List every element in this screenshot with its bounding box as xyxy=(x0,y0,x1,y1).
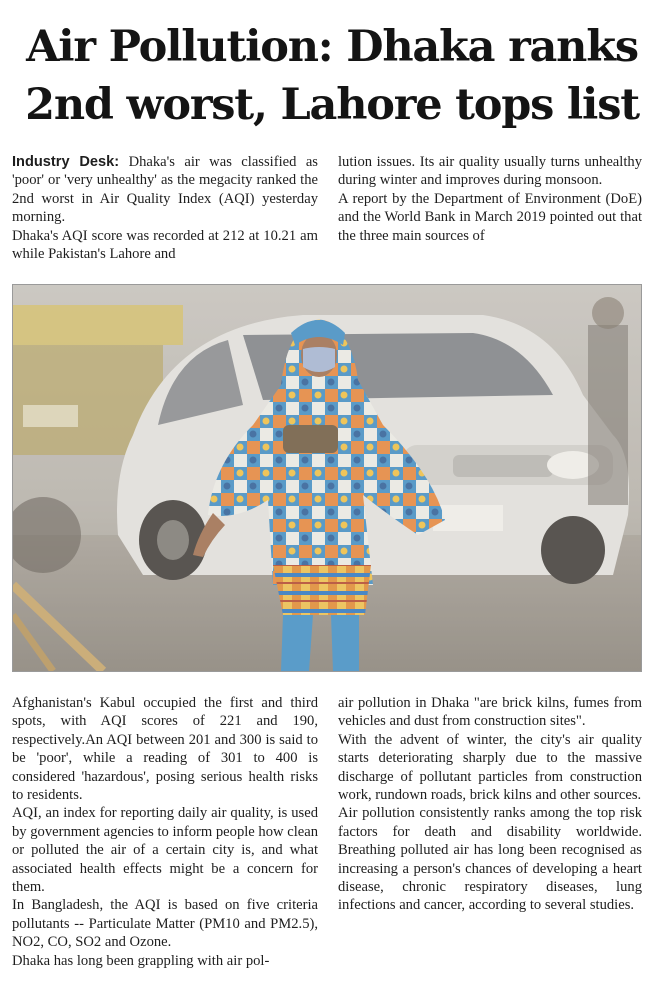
photo-illustration xyxy=(13,285,641,671)
paragraph: Afghanistan's Kabul occupied the first and third spots, with AQI scores of 221 and 190, respectively.An AQI between 201 and 300 is said to be 'poor', while a reading of 301 to 400 is considered 'hazardous', posing serious health risks to residents. xyxy=(12,695,318,804)
headline xyxy=(10,18,654,134)
headline-line-2: 2nd worst, Lahore tops list xyxy=(25,80,639,130)
paragraph: Dhaka's AQI score was recorded at 212 at 10.21 am while Pakistan's Lahore and xyxy=(12,227,318,263)
paragraph xyxy=(12,153,318,227)
byline: Industry Desk: xyxy=(12,154,120,170)
column-4 xyxy=(338,694,642,915)
column-3 xyxy=(12,694,318,970)
paragraph: air pollution in Dhaka "are brick kilns, fumes from vehicles and dust from construction sites". xyxy=(338,695,642,730)
column-2 xyxy=(338,153,642,245)
headline-line-1: Air Pollution: Dhaka ranks xyxy=(26,22,638,72)
paragraph: Air pollution consistently ranks among the top risk factors for death and disability worldwide. Breathing polluted air has long been recognised as increasing a person's chances of developing a heart disease, chronic respiratory diseases, lung infections and cancer, according to several studies. xyxy=(338,805,642,914)
column-1 xyxy=(12,153,318,263)
news-photo xyxy=(12,284,642,672)
paragraph: A report by the Department of Environment (DoE) and the World Bank in March 2019 pointed out that the three main sources of xyxy=(338,190,642,244)
paragraph: Dhaka has long been grappling with air pol- xyxy=(12,952,270,969)
paragraph-text: Dhaka's air was classified as 'poor' or 'very unhealthy' as the megacity ranked the 2nd worst in Air Quality Index (AQI) yesterday morning. xyxy=(12,154,318,226)
paragraph: AQI, an index for reporting daily air quality, is used by government agencies to inform people how clean or polluted the air of a certain city is, and what associated health effects might be a concern for them. xyxy=(12,805,318,896)
paragraph: lution issues. Its air quality usually turns unhealthy during winter and improves during monsoon. xyxy=(338,154,642,189)
paragraph: In Bangladesh, the AQI is based on five criteria pollutants -- Particulate Matter (PM10 and PM2.5), NO2, CO, SO2 and Ozone. xyxy=(12,897,318,951)
paragraph: With the advent of winter, the city's air quality starts deteriorating sharply due to the massive discharge of pollutant particles from construction work, rundown roads, brick kilns and other sources. xyxy=(338,731,642,804)
